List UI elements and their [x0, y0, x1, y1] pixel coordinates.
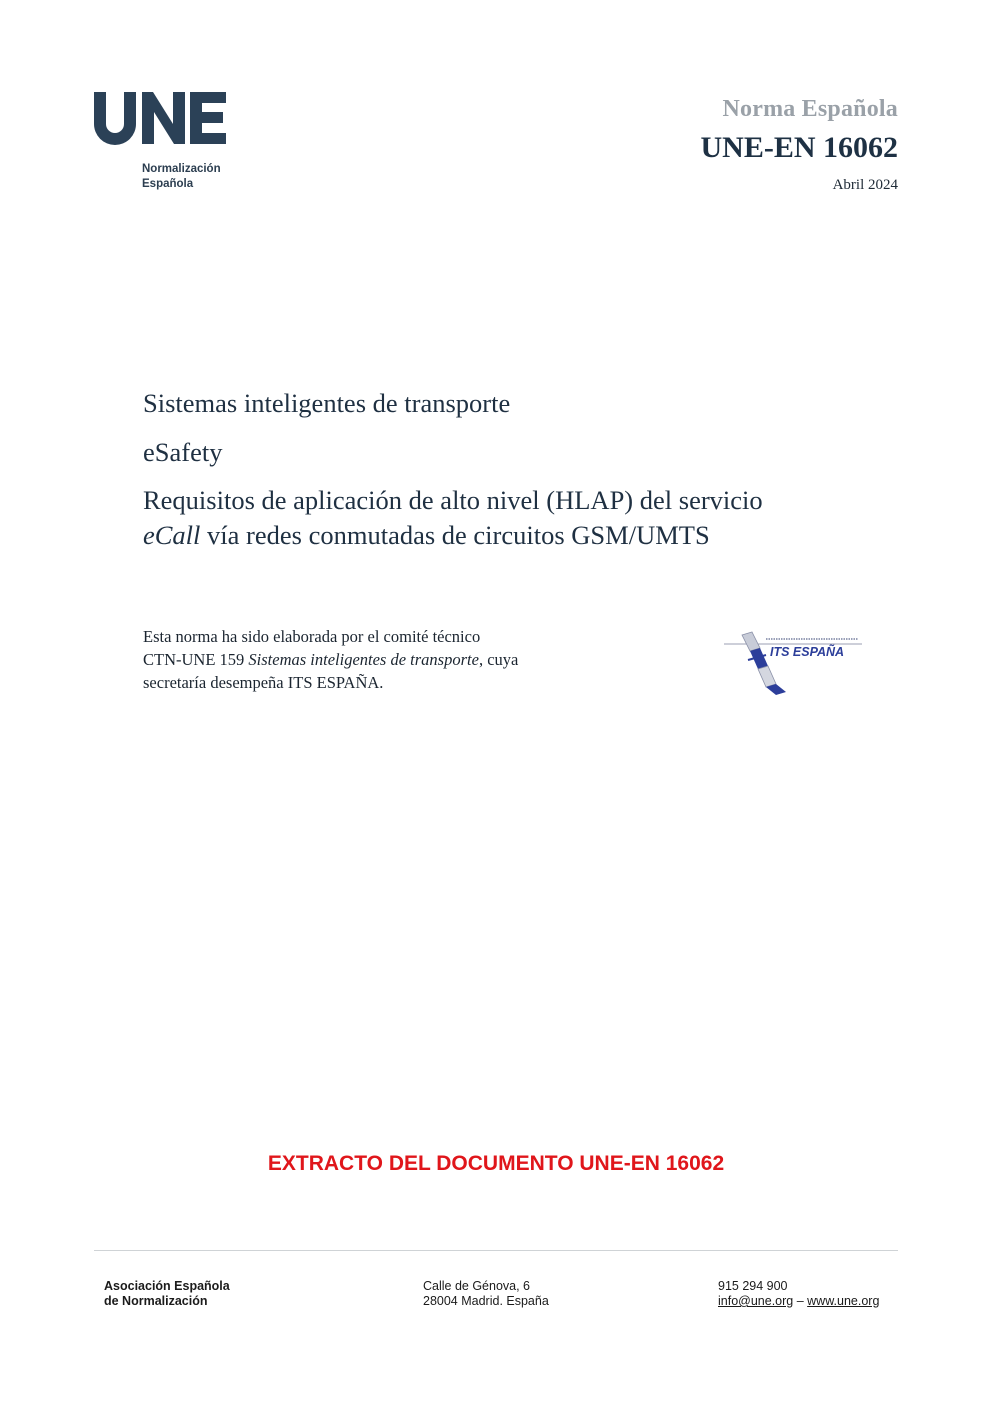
- footer-phone: 915 294 900: [718, 1279, 788, 1293]
- its-logo-text: ITS ESPAÑA: [770, 645, 845, 659]
- committee-line-3: secretaría desempeña ITS ESPAÑA.: [143, 673, 384, 692]
- committee-name: Sistemas inteligentes de transporte: [248, 650, 479, 669]
- committee-line-2-suffix: , cuya: [478, 650, 519, 669]
- logo-subtitle-line1: Normalización: [142, 163, 221, 175]
- footer-web-link[interactable]: www.une.org: [807, 1294, 880, 1308]
- title-line-3b-rest: vía redes conmutadas de circuitos GSM/UMTS: [200, 520, 710, 550]
- une-wordmark-logo: [92, 90, 228, 146]
- footer-separator: –: [793, 1294, 808, 1308]
- logo-subtitle-line2: Española: [142, 178, 194, 190]
- extract-notice: EXTRACTO DEL DOCUMENTO UNE-EN 16062: [267, 1152, 725, 1175]
- footer-organization: [104, 1279, 230, 1309]
- norma-date: Abril 2024: [832, 177, 898, 193]
- committee-line-2: [143, 648, 663, 671]
- footer-links: [718, 1294, 879, 1309]
- footer-org-line2: de Normalización: [104, 1294, 208, 1308]
- norma-label: Norma Española: [722, 96, 898, 122]
- footer-address: [423, 1279, 549, 1309]
- footer-contact: [718, 1279, 879, 1309]
- title-ecall-italic: eCall: [143, 520, 201, 550]
- logo-subtitle: [142, 162, 221, 192]
- title-line-3b: [143, 518, 903, 553]
- committee-statement: [143, 625, 663, 694]
- footer-addr-line1: Calle de Génova, 6: [423, 1279, 531, 1293]
- committee-code: CTN-UNE 159: [143, 650, 249, 669]
- title-line-2: eSafety: [143, 437, 223, 467]
- footer-addr-line2: 28004 Madrid. España: [423, 1294, 549, 1308]
- footer-divider: [94, 1250, 898, 1251]
- norma-code: UNE-EN 16062: [700, 131, 898, 164]
- title-line-1: Sistemas inteligentes de transporte: [143, 388, 511, 418]
- committee-line-1: Esta norma ha sido elaborada por el comité técnico: [143, 627, 481, 646]
- title-line-3: [143, 483, 903, 553]
- its-espana-logo: [722, 630, 864, 696]
- footer-org-line1: Asociación Española: [104, 1279, 230, 1293]
- une-logo: [92, 90, 232, 200]
- title-line-3a: Requisitos de aplicación de alto nivel (HLAP) del servicio: [143, 485, 763, 515]
- footer-email-link[interactable]: info@une.org: [718, 1294, 794, 1308]
